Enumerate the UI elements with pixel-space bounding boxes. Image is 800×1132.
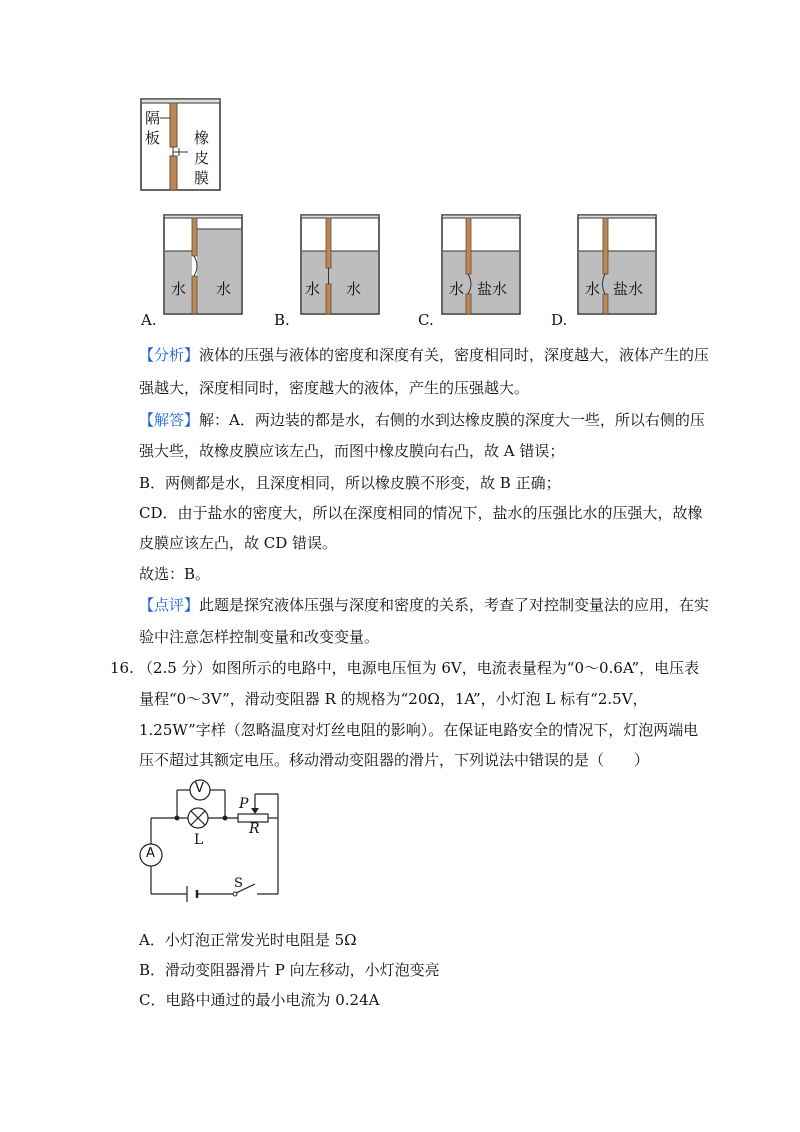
answer-line-6: 故选：B。 bbox=[139, 565, 211, 583]
option-a-left-liquid: 水 bbox=[171, 280, 187, 298]
switch-label: S bbox=[234, 876, 243, 891]
analysis-tag: 【分析】 bbox=[139, 346, 200, 364]
answer-tag: 【解答】 bbox=[139, 411, 200, 429]
option-c-figure bbox=[441, 212, 521, 315]
comment-line-2: 验中注意怎样控制变量和改变变量。 bbox=[139, 628, 380, 646]
option-b-left-liquid: 水 bbox=[305, 280, 321, 298]
answer-line-1 bbox=[139, 410, 705, 430]
partition-label: 隔板 bbox=[145, 109, 161, 147]
comment-line-1 bbox=[139, 595, 709, 615]
answer-text-1: 解：A．两边装的都是水，右侧的水到达橡皮膜的深度大一些，所以右侧的压 bbox=[199, 411, 705, 429]
option-c-right-liquid: 盐水 bbox=[477, 280, 508, 298]
option-c-left-liquid: 水 bbox=[449, 280, 465, 298]
analysis-line-1 bbox=[139, 345, 709, 365]
circuit-diagram bbox=[135, 762, 295, 902]
option-b-figure bbox=[300, 212, 380, 315]
answer-line-3: B．两侧都是水，且深度相同，所以橡皮膜不形变，故 B 正确； bbox=[139, 474, 561, 492]
comment-text-1: 此题是探究液体压强与深度和密度的关系，考查了对控制变量法的应用，在实 bbox=[199, 596, 710, 614]
question-line-4: 压不超过其额定电压。移动滑动变阻器的滑片，下列说法中错误的是（ ） bbox=[139, 751, 650, 769]
option-c: C．电路中通过的最小电流为 0.24A bbox=[139, 991, 380, 1009]
option-a-letter: A. bbox=[141, 311, 157, 329]
option-b-letter: B. bbox=[274, 311, 290, 329]
membrane-label: 橡皮膜 bbox=[194, 129, 210, 187]
option-d-left-liquid: 水 bbox=[585, 280, 601, 298]
lamp-label: L bbox=[194, 832, 204, 848]
analysis-line-2: 强越大，深度相同时，密度越大的液体，产生的压强越大。 bbox=[139, 379, 530, 397]
analysis-text-1: 液体的压强与液体的密度和深度有关，密度相同时，深度越大，液体产生的压 bbox=[199, 346, 710, 364]
option-a-figure bbox=[163, 212, 243, 315]
answer-line-4: CD．由于盐水的密度大，所以在深度相同的情况下，盐水的压强比水的压强大，故橡 bbox=[139, 504, 703, 522]
question-line-3: 1.25W”字样（忽略温度对灯丝电阻的影响）。在保证电路安全的情况下，灯泡两端电 bbox=[139, 721, 699, 739]
option-d-figure bbox=[577, 212, 657, 315]
option-d-right-liquid: 盐水 bbox=[613, 280, 644, 298]
voltmeter-label: V bbox=[195, 781, 204, 796]
question-line-2: 量程“0～3V”，滑动变阻器 R 的规格为“20Ω，1A”，小灯泡 L 标有“2.5V， bbox=[139, 690, 648, 708]
question-line-1: （2.5 分）如图所示的电路中，电源电压恒为 6V，电流表量程为“0～0.6A”，电压表 bbox=[138, 659, 700, 677]
question-number: 16. bbox=[110, 659, 134, 677]
option-b: B．滑动变阻器滑片 P 向左移动，小灯泡变亮 bbox=[139, 961, 440, 979]
ammeter-label: A bbox=[146, 846, 155, 861]
answer-line-2: 强大些，故橡皮膜应该左凸，而图中橡皮膜向右凸，故 A 错误； bbox=[139, 442, 565, 460]
answer-line-5: 皮膜应该左凸，故 CD 错误。 bbox=[139, 534, 338, 552]
option-c-letter: C. bbox=[418, 311, 434, 329]
option-b-right-liquid: 水 bbox=[346, 280, 362, 298]
rheostat-label: R bbox=[249, 821, 260, 837]
option-a: A．小灯泡正常发光时电阻是 5Ω bbox=[139, 931, 357, 949]
option-a-right-liquid: 水 bbox=[216, 280, 232, 298]
comment-tag: 【点评】 bbox=[139, 596, 200, 614]
option-d-letter: D. bbox=[551, 311, 568, 329]
slider-label: P bbox=[239, 796, 249, 812]
